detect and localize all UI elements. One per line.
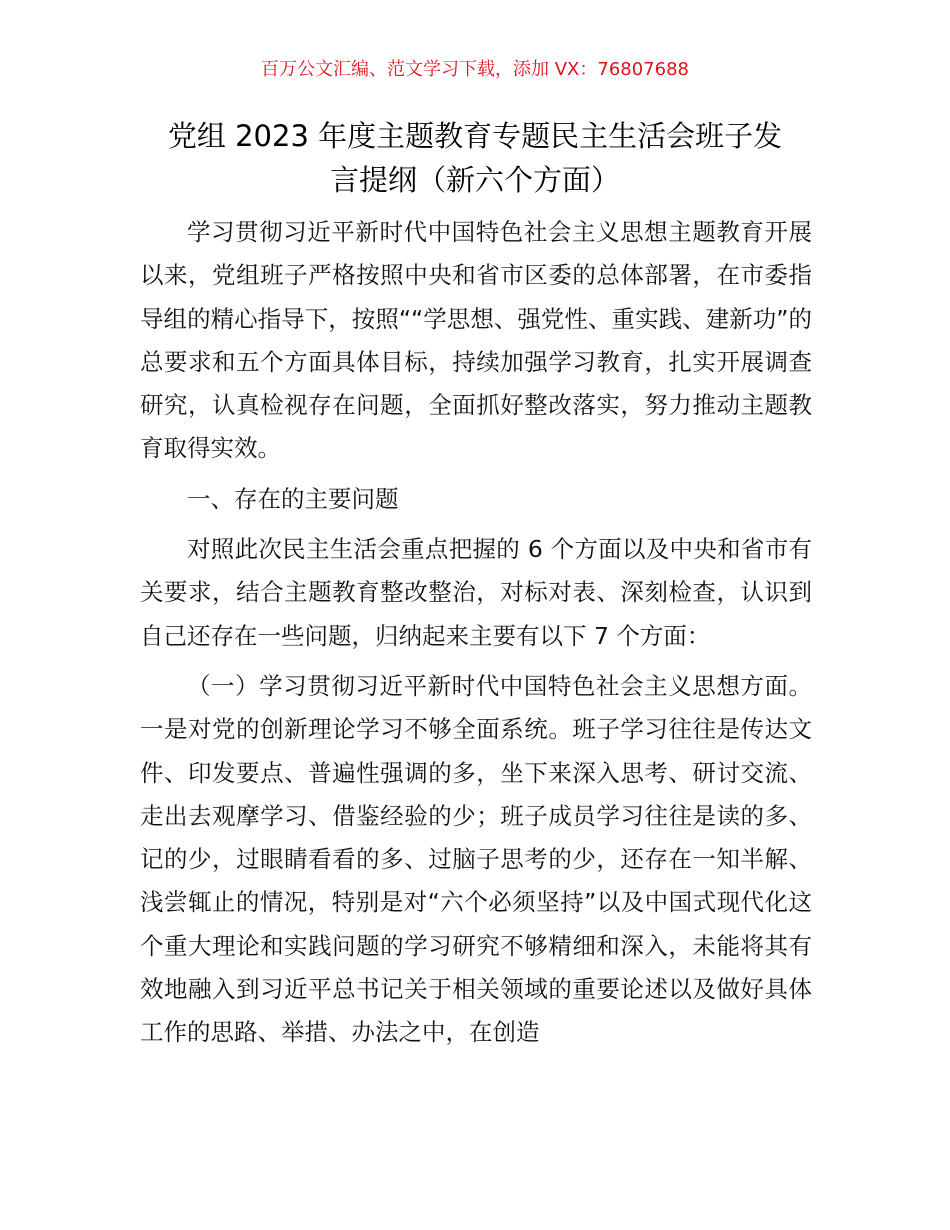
document-body bbox=[140, 211, 812, 1062]
section-heading: 一、存在的主要问题 bbox=[187, 484, 399, 513]
section-one-paragraph: （一）学习贯彻习近平新时代中国特色社会主义思想方面。一是对党的创新理论学习不够全面系统。班子学习往往是传达文件、印发要点、普遍性强调的多，坐下来深入思考、研讨交流、走出去观摩学习、借鉴经验的少；班子成员学习往往是读的多、记的少，过眼睛看看的多、过脑子思考的少，还存在一知半解、浅尝辄止的情况，特别是对“六个必须坚持”以及中国式现代化这个重大理论和实践问题的学习研究不够精细和深入，未能将其有效地融入到习近平总书记关于相关领域的重要论述以及做好具体工作的思路、举措、办法之中，在创造 bbox=[140, 671, 812, 1047]
document-title bbox=[140, 114, 810, 202]
watermark-header: 百万公文汇编、范文学习下载，添加 VX：76807688 bbox=[261, 59, 689, 80]
title-line-1: 党组 2023 年度主题教育专题民主生活会班子发 bbox=[167, 119, 783, 153]
title-line-2: 言提纲（新六个方面） bbox=[329, 163, 620, 197]
intro-paragraph: 学习贯彻习近平新时代中国特色社会主义思想主题教育开展以来，党组班子严格按照中央和省市区委的总体部署，在市委指导组的精心指导下，按照““学思想、强党性、重实践、建新功”的总要求和五个方面具体目标，持续加强学习教育，扎实开展调查研究，认真检视存在问题，全面抓好整改落实，努力推动主题教育取得实效。 bbox=[140, 218, 812, 463]
problems-paragraph: 对照此次民主生活会重点把握的 6 个方面以及中央和省市有关要求，结合主题教育整改整治，对标对表、深刻检查，认识到自己还存在一些问题，归纳起来主要有以下 7 个方面： bbox=[140, 535, 812, 650]
